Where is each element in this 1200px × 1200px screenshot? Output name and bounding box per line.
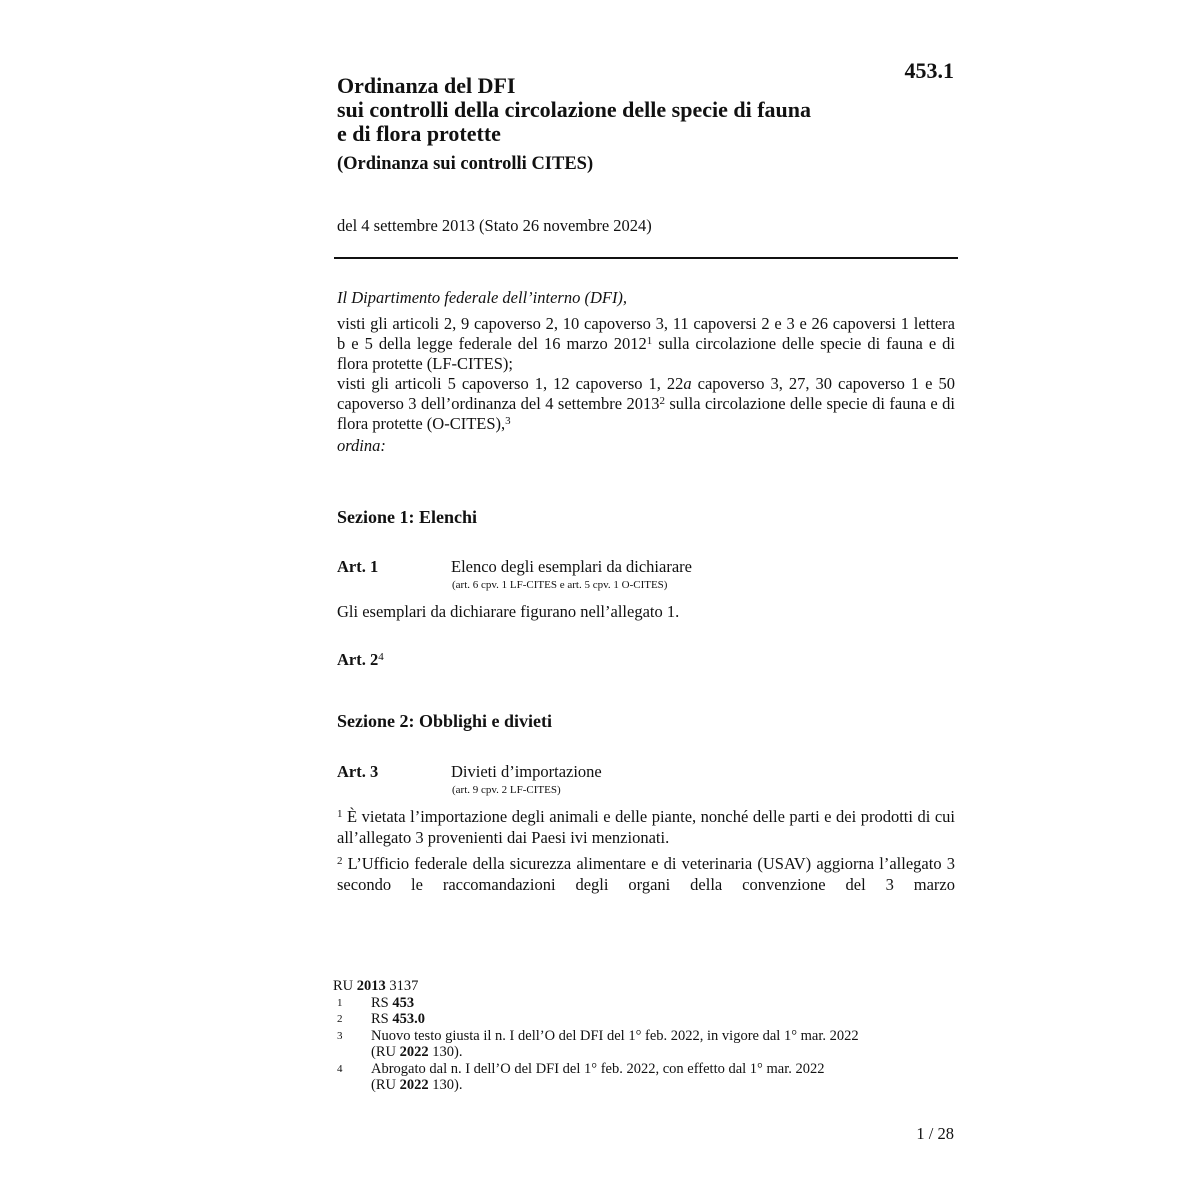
preamble-text: visti gli articoli 5 capoverso 1, 12 capoverso 1, 22	[337, 374, 684, 393]
fn-cont	[371, 1044, 953, 1061]
fn-line: Nuovo testo giusta il n. I dell’O del DFI del 1° feb. 2022, in vigore dal 1° mar. 2022	[371, 1027, 859, 1044]
footnote-ref[interactable]: 4	[378, 651, 384, 663]
title-line: Ordinanza del DFI	[337, 73, 516, 98]
footnote-ref[interactable]: 3	[505, 415, 511, 427]
document-title	[337, 74, 897, 146]
section-heading: Sezione 1: Elenchi	[337, 507, 477, 527]
date-line: del 4 settembre 2013 (Stato 26 novembre 2024)	[337, 216, 652, 235]
article-paragraph	[337, 806, 955, 848]
footnote-text	[371, 1011, 953, 1028]
footnote-item	[333, 1061, 953, 1094]
footnote-mark: 4	[337, 1062, 343, 1075]
footnote-item	[333, 995, 953, 1012]
fn-bold[interactable]: 2022	[399, 1044, 429, 1060]
fn-prefix: RS	[371, 994, 393, 1011]
preamble-italic-letter: a	[683, 374, 692, 393]
fn-suffix: 130).	[428, 1044, 463, 1060]
fn-prefix: (RU	[371, 1044, 400, 1060]
preamble-authority: Il Dipartimento federale dell’interno (DFI),	[337, 288, 628, 307]
preamble-ordina: ordina:	[337, 436, 386, 455]
footnote-mark: 3	[337, 1029, 343, 1042]
preamble-text: capoverso 3, 27, 30 capoverso 1 e 50 capoverso 3 dell’ordinanza del 4 settembre 2013	[337, 374, 955, 413]
fn-bold[interactable]: 453.0	[392, 1011, 425, 1027]
article-title: Elenco degli esemplari da dichiarare	[451, 557, 692, 576]
fn-bold[interactable]: 2022	[399, 1077, 429, 1093]
preamble-text: sulla circolazione delle specie di fauna e di flora protette (O-CITES),	[337, 394, 956, 433]
preamble-paragraph	[337, 374, 955, 434]
article-reference: (art. 9 cpv. 2 LF-CITES)	[452, 784, 561, 796]
footnote-item	[333, 1028, 953, 1061]
section-heading: Sezione 2: Obblighi e divieti	[337, 711, 553, 731]
ru-prefix: RU	[333, 978, 357, 994]
paragraph-text: L’Ufficio federale della sicurezza alimentare e di veterinaria (USAV) aggiorna l’allegato 3 secondo le raccomandazioni degli organi della convenzione del 3 marzo	[337, 854, 955, 894]
ru-year: 2013	[356, 978, 386, 994]
article-reference: (art. 6 cpv. 1 LF-CITES e art. 5 cpv. 1 O-CITES)	[452, 579, 668, 591]
ru-reference	[333, 978, 953, 995]
article-number: Art. 1	[337, 557, 379, 576]
fn-prefix: (RU	[371, 1077, 400, 1093]
footnote-text	[371, 1061, 953, 1094]
footnote-text	[371, 995, 953, 1012]
article-text: Gli esemplari da dichiarare figurano nell’allegato 1.	[337, 602, 680, 621]
preamble	[337, 288, 955, 456]
paragraph-number: 1	[337, 808, 343, 820]
fn-prefix: RS	[371, 1011, 393, 1027]
title-line: sui controlli della circolazione delle specie di fauna	[337, 97, 811, 122]
footnote-text	[371, 1028, 953, 1061]
footnote-mark: 1	[337, 996, 343, 1009]
footnotes	[333, 978, 953, 1094]
paragraph-text: È vietata l’importazione degli animali e delle piante, nonché delle parti e dei prodotti di cui all’allegato 3 provenienti dai Paesi ivi menzionati.	[337, 807, 955, 847]
footnote-ref[interactable]: 2	[659, 395, 665, 407]
short-title: (Ordinanza sui controlli CITES)	[337, 154, 594, 174]
title-line: e di flora protette	[337, 121, 501, 146]
preamble-text: sulla circolazione delle specie di fauna e di flora protette (LF-CITES);	[337, 334, 956, 373]
header-divider	[334, 257, 958, 259]
rs-number: 453.1	[904, 58, 954, 83]
article-number: Art. 3	[337, 762, 379, 781]
footnote-item	[333, 1011, 953, 1028]
preamble-paragraph	[337, 314, 955, 374]
fn-suffix: 130).	[428, 1077, 463, 1093]
article-number	[337, 650, 384, 670]
preamble-text: visti gli articoli 2, 9 capoverso 2, 10 capoverso 3, 11 capoversi 2 e 3 e 26 capoversi 1 lettera b e 5 della legge federale del 16 marzo 2012	[337, 314, 955, 353]
fn-cont	[371, 1077, 953, 1094]
fn-line: Abrogato dal n. I dell’O del DFI del 1° feb. 2022, con effetto dal 1° mar. 2022	[371, 1060, 825, 1077]
article-paragraph	[337, 853, 955, 895]
footnote-ref[interactable]: 1	[646, 335, 653, 347]
ru-page: 3137	[385, 978, 419, 994]
footnote-mark: 2	[337, 1013, 343, 1025]
page-number: 1 / 28	[916, 1124, 954, 1143]
article-title: Divieti d’importazione	[451, 762, 602, 781]
article-number-text: Art. 2	[337, 650, 379, 669]
fn-bold[interactable]: 453	[392, 994, 415, 1011]
paragraph-number: 2	[337, 855, 343, 867]
